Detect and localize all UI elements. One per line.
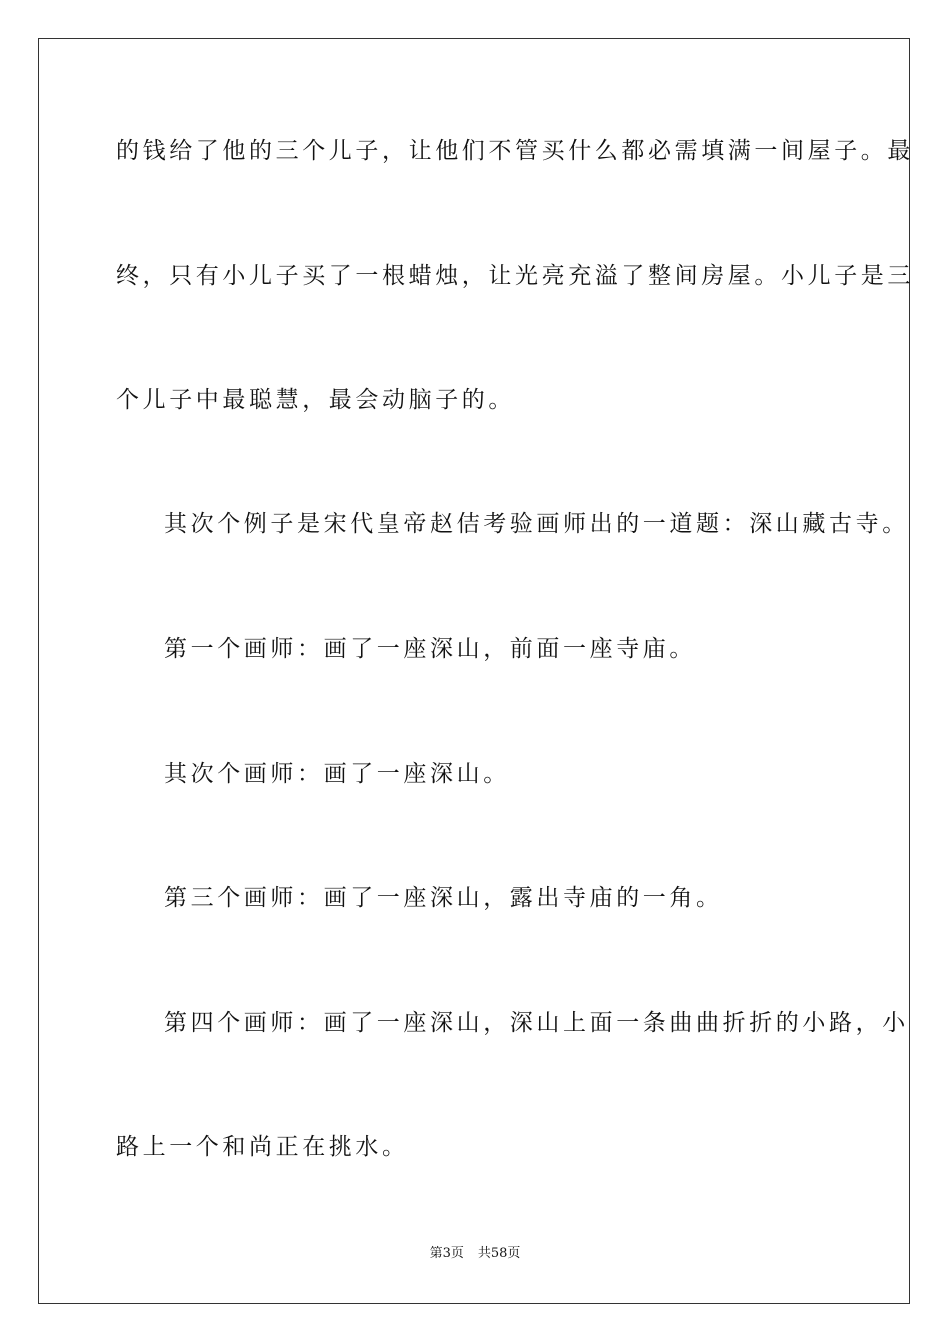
text-line: 终，只有小儿子买了一根蜡烛，让光亮充溢了整间房屋。小儿子是三 bbox=[116, 263, 914, 289]
page-total: 共58页 bbox=[477, 1246, 521, 1261]
text-line: 个儿子中最聪慧，最会动脑子的。 bbox=[116, 387, 515, 413]
paragraph-line: 第一个画师：画了一座深山，前面一座寺庙。 bbox=[164, 636, 696, 662]
text-line: 的钱给了他的三个儿子，让他们不管买什么都必需填满一间屋子。最 bbox=[116, 138, 914, 164]
paragraph-line: 其次个画师：画了一座深山。 bbox=[164, 761, 510, 787]
paragraph-line: 第四个画师：画了一座深山，深山上面一条曲曲折折的小路，小 bbox=[164, 1010, 909, 1036]
text-line: 路上一个和尚正在挑水。 bbox=[116, 1134, 409, 1160]
paragraph-line: 其次个例子是宋代皇帝赵佶考验画师出的一道题：深山藏古寺。 bbox=[164, 511, 909, 537]
page-footer bbox=[0, 1244, 950, 1264]
paragraph-line: 第三个画师：画了一座深山，露出寺庙的一角。 bbox=[164, 885, 723, 911]
page-border bbox=[38, 38, 910, 1304]
page-number: 第3页 bbox=[429, 1246, 464, 1261]
